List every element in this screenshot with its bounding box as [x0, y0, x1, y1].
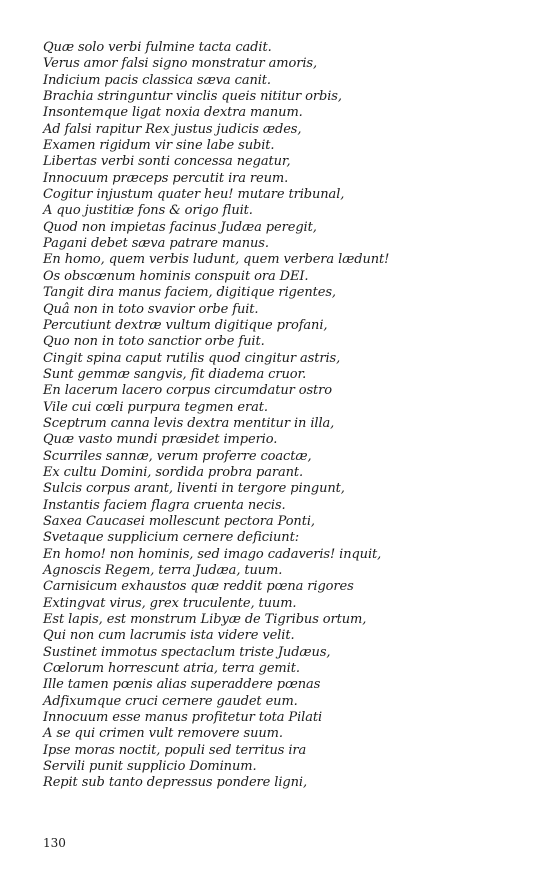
poem-line: Agnoscis Regem, terra Judæa, tuum.: [43, 563, 283, 578]
poem-line: Quo non in toto sanctior orbe fuit.: [43, 334, 265, 350]
poem-line: Os obscœnum hominis conspuit ora DEI.: [43, 268, 309, 284]
poem-line: En lacerum lacero corpus circumdatur ostro: [43, 383, 333, 399]
poem-line: Tangit dira manus faciem, digitique rigentes,: [43, 285, 336, 301]
poem-line: Vile cui cœli purpura tegmen erat.: [43, 399, 268, 415]
poem-line: Quâ non in toto svavior orbe fuit.: [43, 301, 259, 317]
poem-line: Qui non cum lacrumis ista videre velit.: [43, 628, 295, 644]
poem-line: Sceptrum canna levis dextra mentitur in illa,: [43, 415, 335, 431]
poem-text: [43, 40, 523, 792]
poem-line: Libertas verbi sonti concessa negatur,: [43, 154, 291, 170]
poem-line: Carnisicum exhaustos quæ reddit pœna rigores: [43, 579, 354, 595]
poem-line: Ipse moras noctit, populi sed territus ira: [43, 742, 307, 758]
poem-line: Innocuum esse manus profitetur tota Pilati: [43, 710, 323, 726]
poem-line: Ad falsi rapitur Rex justus judicis ædes,: [43, 121, 302, 137]
page-number: 130: [43, 836, 66, 850]
poem-line: En homo! non hominis, sed imago cadaveris! inquit,: [43, 546, 382, 562]
poem-line: Extingvat virus, grex truculente, tuum.: [43, 595, 297, 611]
poem-line: Cogitur injustum quater heu! mutare tribunal,: [43, 187, 345, 203]
poem-line: A quo justitiæ fons & origo fluit.: [43, 203, 253, 219]
poem-line: Saxea Caucasei mollescunt pectora Ponti,: [43, 513, 315, 529]
poem-line: Pagani debet sæva patrare manus.: [43, 236, 269, 252]
poem-line: Percutiunt dextræ vultum digitique profani,: [43, 317, 328, 333]
poem-line: Adfixumque cruci cernere gaudet eum.: [43, 693, 298, 709]
poem-line: Sunt gemmæ sangvis, fit diadema cruor.: [43, 366, 307, 382]
poem-line: Svetaque supplicium cernere deficiunt:: [43, 530, 299, 546]
poem-line: A se qui crimen vult removere suum.: [43, 726, 283, 742]
poem-line: Scurriles sannæ, verum proferre coactæ,: [43, 448, 312, 464]
poem-line: Sulcis corpus arant, liventi in tergore pingunt,: [43, 481, 345, 497]
poem-line: Sustinet immotus spectaclum triste Judæus,: [43, 644, 331, 660]
poem-line: Quod non impietas facinus Judæa peregit,: [43, 219, 317, 235]
poem-line: Quæ vasto mundi præsidet imperio.: [43, 432, 278, 448]
poem-line: Instantis faciem flagra cruenta necis.: [43, 497, 286, 513]
poem-line: Indicium pacis classica sæva canit.: [43, 72, 271, 88]
poem-line: En homo, quem verbis ludunt, quem verbera lædunt!: [43, 252, 390, 268]
poem-line: Examen rigidum vir sine labe subit.: [43, 138, 275, 154]
poem-line: Quæ solo verbi fulmine tacta cadit.: [43, 40, 272, 55]
poem-line: Innocuum præceps percutit ira reum.: [43, 170, 289, 186]
poem-line: Ex cultu Domini, sordida probra parant.: [43, 464, 304, 480]
poem-line: Insontemque ligat noxia dextra manum.: [43, 105, 303, 121]
poem-line: Ille tamen pœnis alias superaddere pœnas: [43, 677, 321, 693]
poem-line: Verus amor falsi signo monstratur amoris,: [43, 56, 318, 72]
poem-line: Est lapis, est monstrum Libyæ de Tigribus ortum,: [43, 612, 367, 628]
poem-line: Cingit spina caput rutilis quod cingitur astris,: [43, 350, 341, 366]
poem-line: Servili punit supplicio Dominum.: [43, 759, 257, 775]
poem-line: Brachia stringuntur vinclis queis nititur orbis,: [43, 89, 342, 105]
poem-line: Repit sub tanto depressus pondere ligni,: [43, 775, 307, 791]
poem-line: Cœlorum horrescunt atria, terra gemit.: [43, 661, 300, 677]
